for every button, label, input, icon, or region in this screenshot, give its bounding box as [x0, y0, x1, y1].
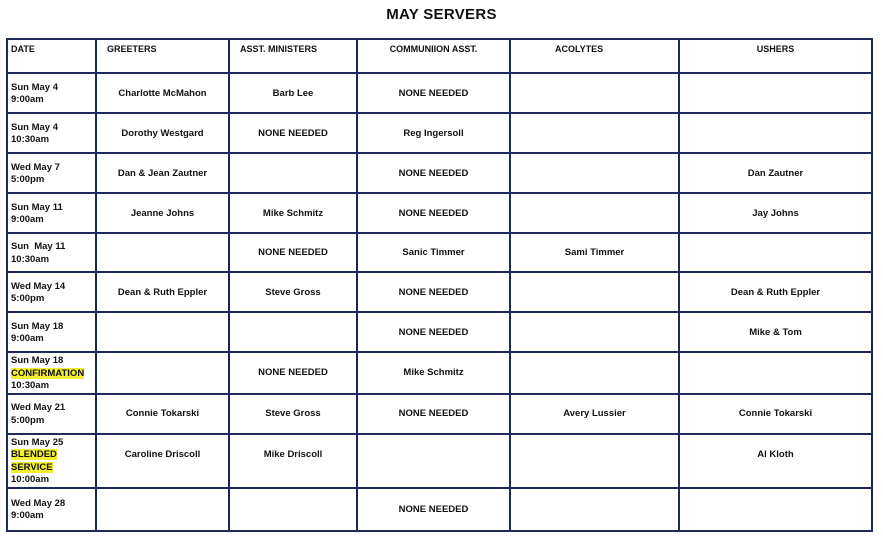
asst-ministers-cell: NONE NEEDED [229, 113, 357, 153]
ushers-cell [679, 488, 872, 531]
header-acolytes: ACOLYTES [510, 39, 679, 73]
greeters-cell [96, 352, 229, 394]
date-time: 5:00pm [11, 293, 45, 304]
greeters-cell: Dean & Ruth Eppler [96, 272, 229, 312]
asst-ministers-cell: Barb Lee [229, 73, 357, 113]
asst-ministers-cell [229, 488, 357, 531]
date-day: Sun May 4 [11, 81, 58, 93]
acolytes-cell [510, 434, 679, 488]
table-row [7, 233, 872, 272]
date-day: Wed May 21 [11, 402, 66, 413]
ushers-cell [679, 233, 872, 272]
greeters-cell [96, 233, 229, 272]
ushers-cell [679, 113, 872, 153]
ushers-cell: Dan Zautner [679, 153, 872, 193]
date-time: 9:00am [11, 510, 44, 521]
date-time: 5:00pm [11, 174, 45, 185]
date-time: 10:30am [11, 134, 50, 145]
date-day: Sun May 4 [11, 121, 58, 133]
communion-cell: NONE NEEDED [357, 272, 510, 312]
greeters-cell: Caroline Driscoll [96, 434, 229, 488]
date-cell [7, 233, 96, 272]
communion-cell: Reg Ingersoll [357, 113, 510, 153]
table-row [7, 312, 872, 352]
acolytes-cell [510, 272, 679, 312]
date-day: Wed May 7 [11, 161, 60, 173]
date-cell [7, 73, 96, 113]
acolytes-cell: Avery Lussier [510, 394, 679, 434]
table-row [7, 113, 872, 153]
date-cell [7, 488, 96, 531]
table-row [7, 394, 872, 434]
header-asst-ministers: ASST. MINISTERS [229, 39, 357, 73]
date-cell [7, 312, 96, 352]
greeters-cell: Dan & Jean Zautner [96, 153, 229, 193]
date-cell [7, 394, 96, 434]
asst-ministers-cell: Steve Gross [229, 394, 357, 434]
date-time: 9:00am [11, 94, 44, 105]
date-time: 10:00am [11, 474, 50, 485]
date-time: 5:00pm [11, 414, 45, 426]
ushers-cell: Al Kloth [679, 434, 872, 488]
date-time: 10:30am [11, 253, 50, 265]
date-cell [7, 193, 96, 233]
asst-ministers-cell [229, 312, 357, 352]
service-note-highlight: CONFIRMATION [11, 367, 85, 379]
header-communion-asst: COMMUNIION ASST. [357, 39, 510, 73]
table-row [7, 73, 872, 113]
date-time: 9:00am [11, 333, 44, 344]
greeters-cell: Dorothy Westgard [96, 113, 229, 153]
ushers-cell: Jay Johns [679, 193, 872, 233]
asst-ministers-cell: Steve Gross [229, 272, 357, 312]
date-day: Sun May 18 [11, 320, 64, 332]
table-row [7, 272, 872, 312]
asst-ministers-cell: Mike Schmitz [229, 193, 357, 233]
date-cell [7, 272, 96, 312]
date-day: Sun May 18 [11, 355, 64, 366]
date-day: Sun May 11 [11, 241, 66, 252]
greeters-cell: Charlotte McMahon [96, 73, 229, 113]
acolytes-cell [510, 113, 679, 153]
service-note-highlight: BLENDED [11, 449, 57, 460]
ushers-cell [679, 352, 872, 394]
communion-cell: NONE NEEDED [357, 193, 510, 233]
date-day: Wed May 28 [11, 497, 66, 509]
acolytes-cell [510, 193, 679, 233]
date-time: 9:00am [11, 214, 44, 225]
date-day: Sun May 11 [11, 201, 63, 213]
ushers-cell [679, 73, 872, 113]
communion-cell: NONE NEEDED [357, 488, 510, 531]
acolytes-cell [510, 352, 679, 394]
greeters-cell: Connie Tokarski [96, 394, 229, 434]
ushers-cell: Dean & Ruth Eppler [679, 272, 872, 312]
acolytes-cell [510, 312, 679, 352]
communion-cell: NONE NEEDED [357, 312, 510, 352]
acolytes-cell [510, 488, 679, 531]
asst-ministers-cell [229, 153, 357, 193]
date-cell [7, 153, 96, 193]
communion-cell: NONE NEEDED [357, 394, 510, 434]
date-day: Sun May 25 [11, 436, 64, 448]
table-row [7, 434, 872, 488]
servers-schedule-table [6, 38, 873, 532]
acolytes-cell: Sami Timmer [510, 233, 679, 272]
service-note-highlight: SERVICE [11, 461, 53, 473]
communion-cell: NONE NEEDED [357, 73, 510, 113]
date-day: Wed May 14 [11, 280, 66, 292]
date-cell [7, 352, 96, 394]
date-cell [7, 113, 96, 153]
asst-ministers-cell: Mike Driscoll [229, 434, 357, 488]
table-row [7, 193, 872, 233]
page-title: MAY SERVERS [386, 6, 497, 23]
header-date: DATE [7, 39, 96, 73]
communion-cell: NONE NEEDED [357, 153, 510, 193]
header-greeters: GREETERS [96, 39, 229, 73]
date-cell [7, 434, 96, 488]
acolytes-cell [510, 73, 679, 113]
communion-cell [357, 434, 510, 488]
greeters-cell: Jeanne Johns [96, 193, 229, 233]
acolytes-cell [510, 153, 679, 193]
greeters-cell [96, 488, 229, 531]
asst-ministers-cell: NONE NEEDED [229, 352, 357, 394]
ushers-cell: Connie Tokarski [679, 394, 872, 434]
communion-cell: Sanic Timmer [357, 233, 510, 272]
header-ushers: USHERS [679, 39, 872, 73]
asst-ministers-cell: NONE NEEDED [229, 233, 357, 272]
table-row [7, 153, 872, 193]
ushers-cell: Mike & Tom [679, 312, 872, 352]
date-time: 10:30am [11, 380, 50, 391]
table-row [7, 352, 872, 394]
communion-cell: Mike Schmitz [357, 352, 510, 394]
greeters-cell [96, 312, 229, 352]
table-row [7, 488, 872, 531]
